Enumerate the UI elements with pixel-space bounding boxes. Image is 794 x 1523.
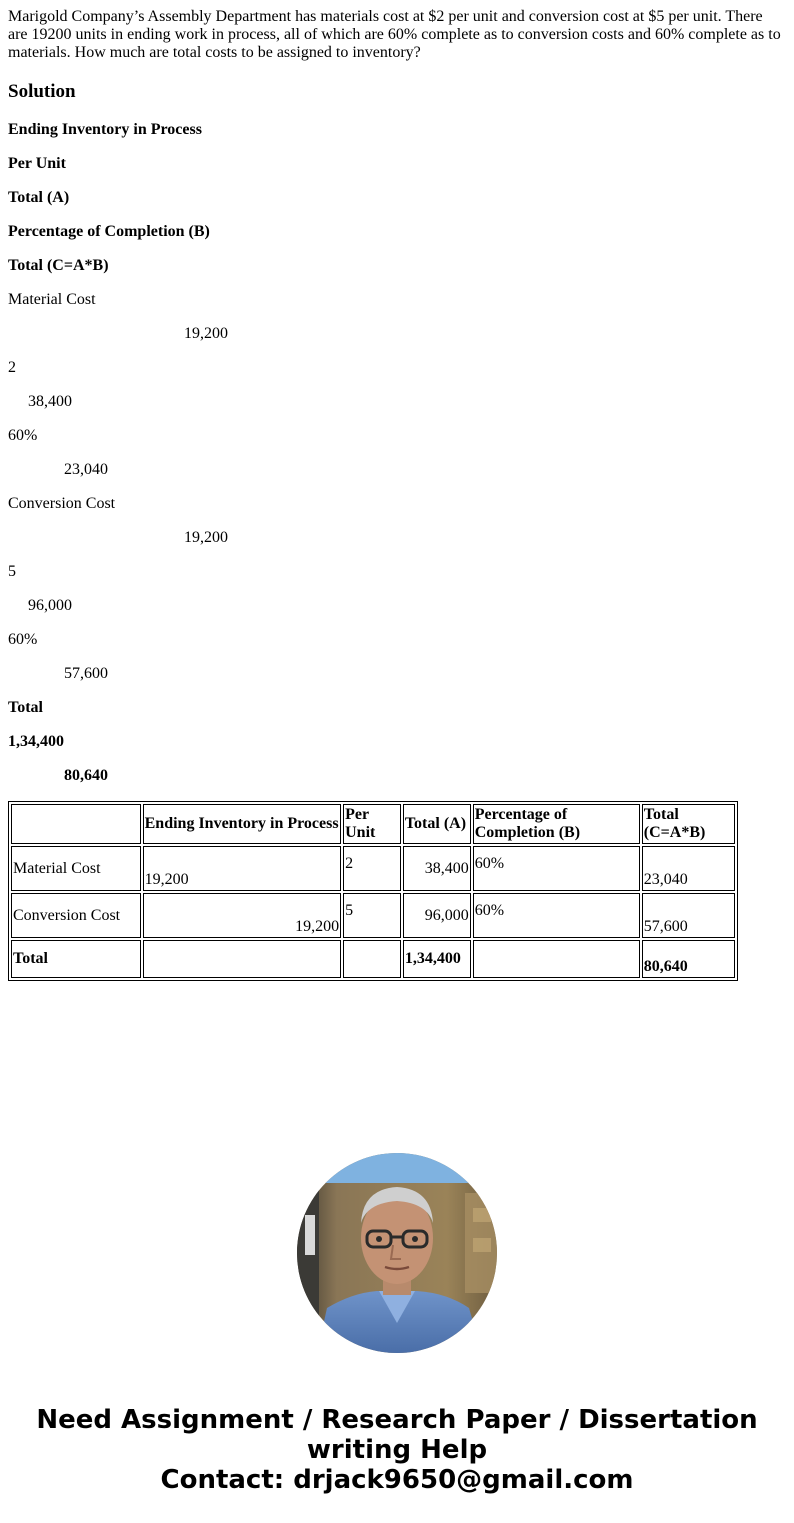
table-row: [11, 846, 735, 891]
header-total-a: Total (A): [8, 189, 70, 206]
material-total-a: 38,400: [28, 393, 72, 410]
author-avatar: [297, 1153, 497, 1353]
cta-line-1: Need Assignment / Research Paper / Dissertation: [36, 1405, 758, 1435]
header-total-c: Total (C=A*B): [8, 257, 109, 274]
table-total-row: [11, 940, 735, 978]
conversion-total-c: 57,600: [64, 665, 108, 682]
table-row: [11, 893, 735, 938]
header-ending-inventory: Ending Inventory in Process: [8, 121, 202, 138]
person-photo-icon: [297, 1153, 497, 1353]
conversion-percentage: 60%: [8, 631, 38, 648]
conversion-per-unit: 5: [8, 563, 16, 580]
material-cost-label: Material Cost: [8, 291, 96, 308]
table-total-blank-3: [473, 940, 640, 978]
table-total-blank-1: [143, 940, 342, 978]
table-cell-total-c: 23,040: [642, 846, 735, 891]
table-cell-total-a: 38,400: [403, 846, 471, 891]
material-total-c: 23,040: [64, 461, 108, 478]
cta-line-3: Contact: drjack9650@gmail.com: [160, 1465, 634, 1495]
total-c-value: 80,640: [64, 767, 108, 784]
material-percentage: 60%: [8, 427, 38, 444]
table-cell-per-unit: 2: [343, 846, 401, 891]
material-per-unit: 2: [8, 359, 16, 376]
conversion-cost-label: Conversion Cost: [8, 495, 116, 512]
table-header-percentage: Percentage of Completion (B): [473, 804, 640, 844]
table-cell-percentage: 60%: [473, 846, 640, 891]
solution-heading: Solution: [8, 81, 76, 102]
table-total-blank-2: [343, 940, 401, 978]
header-per-unit: Per Unit: [8, 155, 66, 172]
table-cell-units: 19,200: [143, 846, 342, 891]
table-cell-per-unit: 5: [343, 893, 401, 938]
question-text: Marigold Company’s Assembly Department has materials cost at $2 per unit and conversion cost at $5 per unit. There are 19200 units in ending work in process, all of which are 60% complete as to conversion costs and 60% complete as to materials. How much are total costs to be assigned to inventory?: [8, 8, 781, 61]
table-total-c: 80,640: [642, 940, 735, 978]
header-percentage: Percentage of Completion (B): [8, 223, 210, 240]
table-header-blank: [11, 804, 141, 844]
table-total-a: 1,34,400: [403, 940, 471, 978]
total-label: Total: [8, 699, 43, 716]
table-cell-total-a: 96,000: [403, 893, 471, 938]
total-a-value: 1,34,400: [8, 733, 64, 750]
inventory-table: [8, 801, 738, 981]
table-header-row: [11, 804, 735, 844]
table-cell-total-c: 57,600: [642, 893, 735, 938]
table-header-total-a: Total (A): [403, 804, 471, 844]
document-body: [8, 8, 786, 801]
table-cell-label: Conversion Cost: [11, 893, 141, 938]
cta-line-2: writing Help: [306, 1435, 488, 1465]
table-cell-units: 19,200: [143, 893, 342, 938]
table-cell-label: Material Cost: [11, 846, 141, 891]
table-cell-percentage: 60%: [473, 893, 640, 938]
conversion-units: 19,200: [184, 529, 228, 546]
table-header-ending-inventory: Ending Inventory in Process: [143, 804, 342, 844]
contact-banner: [0, 1405, 794, 1495]
conversion-total-a: 96,000: [28, 597, 72, 614]
table-total-label: Total: [11, 940, 141, 978]
material-units: 19,200: [184, 325, 228, 342]
table-header-per-unit: Per Unit: [343, 804, 401, 844]
table-header-total-c: Total (C=A*B): [642, 804, 735, 844]
